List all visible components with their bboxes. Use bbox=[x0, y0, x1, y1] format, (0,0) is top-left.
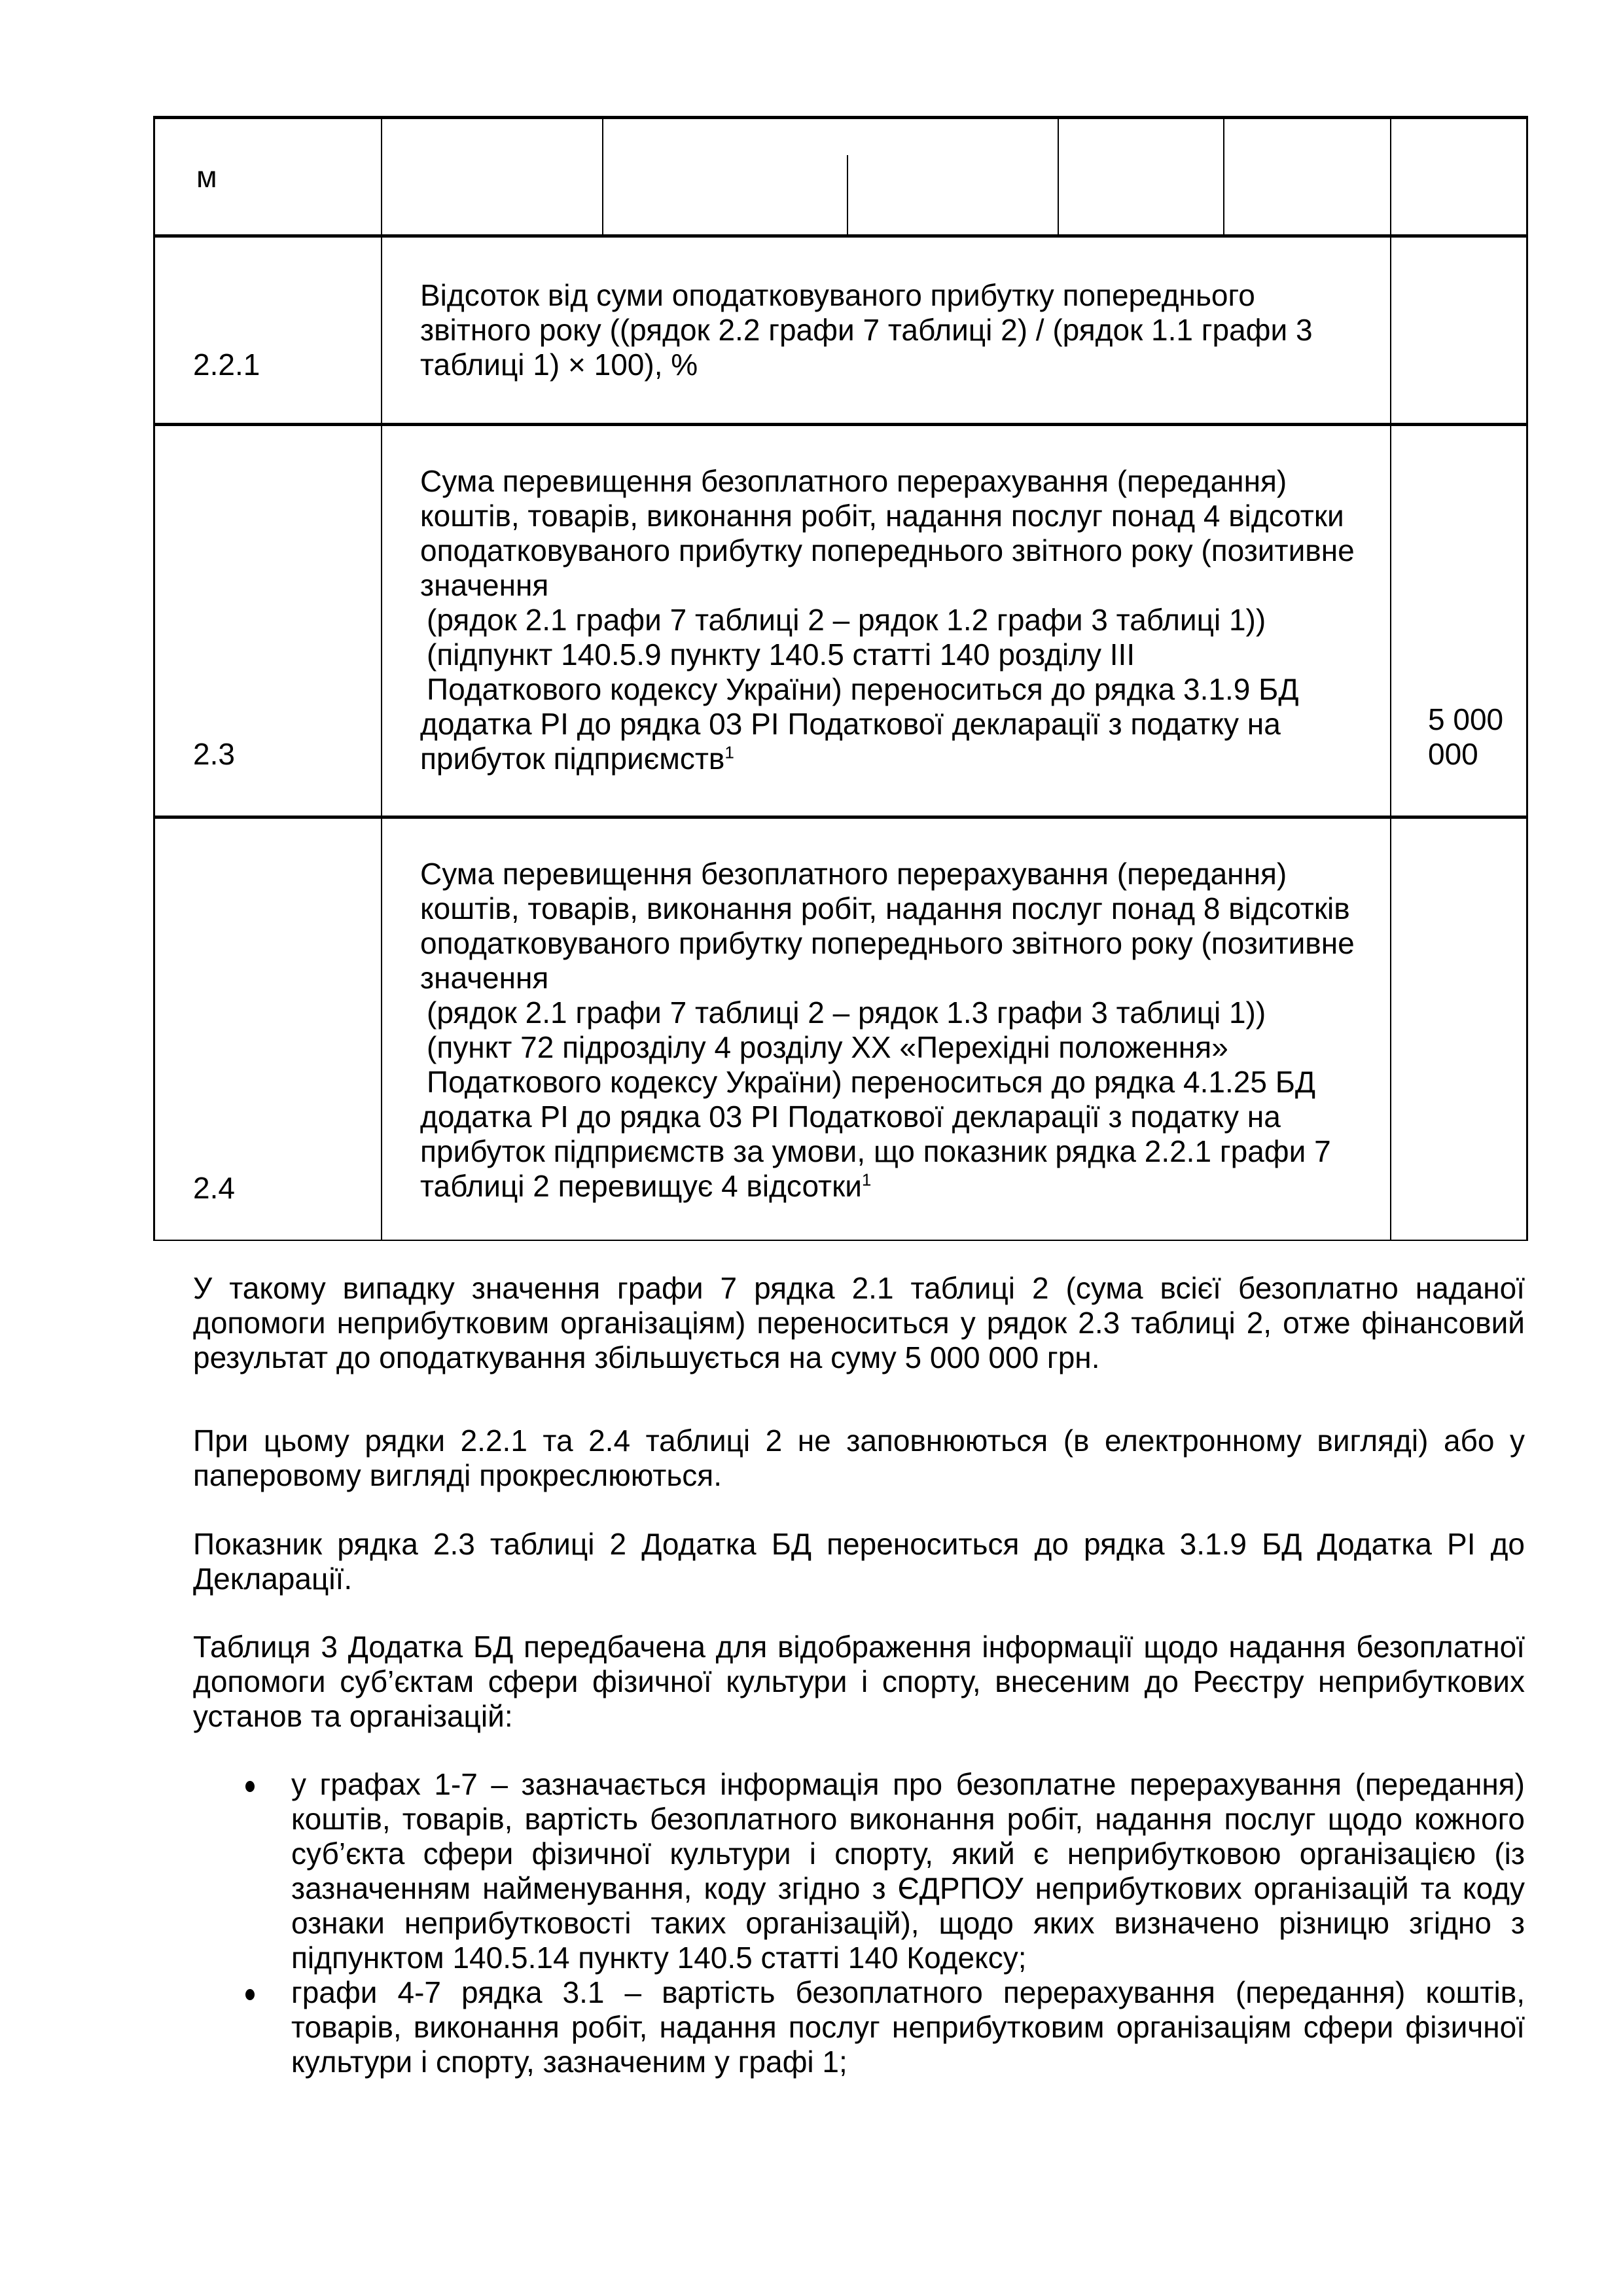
column-divider bbox=[381, 426, 382, 816]
row-description bbox=[420, 464, 1363, 776]
list-item bbox=[193, 1975, 1525, 2079]
paragraph: Таблиця 3 Додатка БД передбачена для відображення інформації щодо надання безоплатної допомоги суб’єктам сфери фізичної культури і спорту, внесеним до Реєстру неприбуткових установ та організацій: bbox=[193, 1630, 1525, 1733]
table-row bbox=[153, 234, 1528, 423]
text-line: прибуток підприємств за умови, що показник рядка 2.2.1 графи 7 bbox=[420, 1134, 1331, 1168]
column-divider bbox=[381, 119, 382, 234]
text-fragment: таблиці 2 перевищує 4 відсотки bbox=[420, 1169, 862, 1203]
bullet-icon bbox=[245, 1781, 255, 1792]
text-line: (підпункт 140.5.9 пункту 140.5 статті 140 розділу III bbox=[427, 637, 1135, 672]
column-divider bbox=[381, 819, 382, 1240]
text-line: Відсоток від суми оподатковуваного прибутку попереднього bbox=[420, 278, 1255, 312]
row-description bbox=[420, 857, 1363, 1204]
text-line: звітного року ((рядок 2.2 графи 7 таблиці 2) / (рядок 1.1 графи 3 bbox=[420, 313, 1313, 347]
text-line: коштів, товарів, виконання робіт, надання послуг понад 8 відсотків bbox=[420, 891, 1350, 925]
row-code: 2.2.1 bbox=[193, 348, 260, 382]
text-line: значення bbox=[420, 568, 549, 602]
row-description bbox=[420, 278, 1363, 382]
text-line: таблиці 1) × 100), % bbox=[420, 348, 698, 382]
text-line: коштів, товарів, виконання робіт, надання послуг понад 4 відсотки bbox=[420, 499, 1344, 533]
paragraph: У такому випадку значення графи 7 рядка 2.1 таблиці 2 (сума всієї безоплатно наданої допомоги неприбутковим організаціям) переноситься у рядок 2.3 таблиці 2, отже фінансовий результат до оподаткування збільшується на суму 5 000 000 грн. bbox=[193, 1271, 1525, 1374]
bullet-list bbox=[193, 1767, 1525, 2079]
text-line bbox=[420, 742, 1363, 776]
column-divider bbox=[1390, 819, 1391, 1240]
text-line: додатка РІ до рядка 03 РІ Податкової декларації з податку на bbox=[420, 1100, 1281, 1134]
text-line: Сума перевищення безоплатного перерахування (передання) bbox=[420, 857, 1287, 891]
column-divider bbox=[1390, 238, 1391, 423]
column-divider bbox=[1390, 426, 1391, 816]
text-line: Сума перевищення безоплатного перерахування (передання) bbox=[420, 464, 1287, 498]
bullet-icon bbox=[245, 1989, 255, 2000]
footnote-marker: 1 bbox=[724, 742, 734, 762]
text-line: Податкового кодексу України) переноситься до рядка 4.1.25 БД bbox=[427, 1065, 1316, 1099]
list-item-text: графи 4-7 рядка 3.1 – вартість безоплатного перерахування (передання) коштів, товарів, виконання робіт, надання послуг неприбутковим організаціям сфери фізичної культури і спорту, зазначеним у графі 1; bbox=[291, 1975, 1525, 2079]
column-divider bbox=[381, 238, 382, 423]
text-line: оподатковуваного прибутку попереднього звітного року (позитивне bbox=[420, 926, 1355, 960]
footnote-marker: 1 bbox=[861, 1170, 872, 1190]
row-code: 2.3 bbox=[193, 737, 235, 771]
list-item-text: у графах 1-7 – зазначається інформація про безоплатне перерахування (передання) коштів, товарів, вартість безоплатного виконання робіт, надання послуг щодо кожного суб’єкта сфери фізичної культури і спорту, який є неприбутковою організацією (із зазначенням найменування, коду згідно з ЄДРПОУ неприбуткових організацій та коду ознаки неприбутковості таких організацій), щодо яких визначено різницю згідно з підпунктом 140.5.14 пункту 140.5 статті 140 Кодексу; bbox=[291, 1767, 1525, 1975]
row-value bbox=[1428, 702, 1520, 772]
list-item bbox=[193, 1767, 1525, 1975]
column-divider bbox=[1223, 119, 1224, 234]
text-fragment: прибуток підприємств bbox=[420, 742, 725, 776]
column-divider bbox=[1390, 119, 1391, 234]
text-line: (рядок 2.1 графи 7 таблиці 2 – рядок 1.2 графи 3 таблиці 1)) bbox=[427, 603, 1266, 637]
table-2-continuation bbox=[153, 116, 1528, 1241]
text-line: (пункт 72 підрозділу 4 розділу XX «Перехідні положення» bbox=[427, 1030, 1228, 1064]
text-line bbox=[420, 1169, 1363, 1204]
value-line: 5 000 bbox=[1428, 702, 1504, 736]
text-line: оподатковуваного прибутку попереднього звітного року (позитивне bbox=[420, 533, 1355, 567]
table-row-continued bbox=[153, 116, 1528, 234]
table-row bbox=[153, 423, 1528, 816]
column-divider bbox=[1058, 119, 1059, 234]
table-row bbox=[153, 816, 1528, 1241]
text-line: значення bbox=[420, 961, 549, 995]
paragraph: При цьому рядки 2.2.1 та 2.4 таблиці 2 не заповнюються (в електронному вигляді) або у паперовому вигляді прокреслюються. bbox=[193, 1424, 1525, 1492]
column-divider bbox=[847, 155, 848, 234]
row-code: 2.4 bbox=[193, 1171, 235, 1205]
text-line: додатка РІ до рядка 03 РІ Податкової декларації з податку на bbox=[420, 707, 1281, 741]
text-line: (рядок 2.1 графи 7 таблиці 2 – рядок 1.3 графи 3 таблиці 1)) bbox=[427, 996, 1266, 1030]
paragraph: Показник рядка 2.3 таблиці 2 Додатка БД переноситься до рядка 3.1.9 БД Додатка РІ до Декларації. bbox=[193, 1527, 1525, 1596]
cell-text: м bbox=[196, 160, 217, 194]
column-divider bbox=[602, 119, 603, 234]
value-line: 000 bbox=[1428, 737, 1478, 771]
text-line: Податкового кодексу України) переноситься до рядка 3.1.9 БД bbox=[427, 672, 1299, 706]
